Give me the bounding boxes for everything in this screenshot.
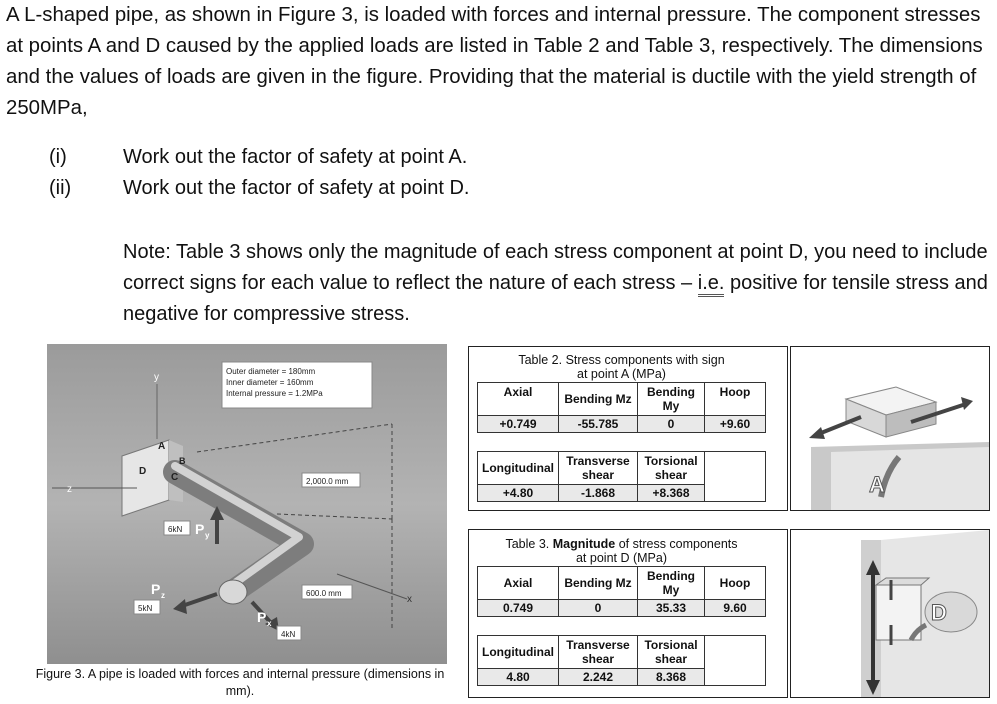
table2-torsional-value: +8.368 <box>638 485 705 502</box>
pipe-end <box>219 580 247 604</box>
part-ii-number: (ii) <box>49 177 72 199</box>
table2-transverse-header: Transverse shear <box>559 452 638 485</box>
table2-bending-my-value: 0 <box>638 416 705 433</box>
table-2 <box>477 352 766 502</box>
force-z-value: 5kN <box>138 604 153 613</box>
label-py: P <box>195 521 205 537</box>
note-ie: i.e. <box>698 272 725 297</box>
part-ii-text: Work out the factor of safety at point D. <box>123 177 470 199</box>
axis-y-label: y <box>154 372 159 383</box>
table3-transverse-value: 2.242 <box>559 669 638 686</box>
table2-axial-value: +0.749 <box>478 416 559 433</box>
table3-torsional-header: Torsional shear <box>638 636 705 669</box>
note-paragraph <box>123 237 988 330</box>
label-pz: P <box>151 581 161 597</box>
axis-z-label: z <box>67 484 72 495</box>
label-px-sub: x <box>267 619 272 628</box>
table3-hoop-value: 9.60 <box>705 600 766 617</box>
point-a-label: A <box>158 441 166 452</box>
table3-axial-header: Axial <box>478 567 559 600</box>
photo-point-a: A <box>869 472 885 497</box>
axis-x-label: x <box>407 594 412 605</box>
table2-hoop-header: Hoop <box>705 383 766 416</box>
table2-torsional-header: Torsional shear <box>638 452 705 485</box>
table2-longitudinal-header: Longitudinal <box>478 452 559 485</box>
note-text-1: Note: Table 3 shows only the magnitude of each stress component at point D, you need to include correct signs for each value to reflect the nature of each stress – <box>123 241 988 294</box>
stress-element-d-image <box>790 529 990 698</box>
table3-axial-value: 0.749 <box>478 600 559 617</box>
force-pz-arrow <box>182 594 217 606</box>
info-outer-diameter: Outer diameter = 180mm <box>226 367 316 376</box>
force-y-value: 6kN <box>168 525 183 534</box>
dim-long-label: 2,000.0 mm <box>306 477 349 486</box>
table2-transverse-value: -1.868 <box>559 485 638 502</box>
table-3 <box>477 536 766 686</box>
note-text-2: positive for tensile stress and negative for compressive stress. <box>123 272 988 325</box>
table2-longitudinal-value: +4.80 <box>478 485 559 502</box>
table3-title: Table 3. Magnitude of stress components at point D (MPa) <box>478 536 766 567</box>
info-internal-pressure: Internal pressure = 1.2MPa <box>226 389 323 398</box>
force-x-value: 4kN <box>281 630 296 639</box>
pipe-illustration <box>47 344 447 664</box>
table3-bending-my-value: 35.33 <box>638 600 705 617</box>
photo-point-d: D <box>931 600 947 625</box>
info-inner-diameter: Inner diameter = 160mm <box>226 378 314 387</box>
point-c-label: C <box>171 472 179 483</box>
table2-axial-header: Axial <box>478 383 559 416</box>
figure-caption: Figure 3. A pipe is loaded with forces and internal pressure (dimensions in mm). <box>35 667 445 698</box>
table2-bending-mz-header: Bending Mz <box>559 383 638 416</box>
stress-element-a-image <box>790 346 990 511</box>
label-py-sub: y <box>205 531 210 540</box>
table3-longitudinal-header: Longitudinal <box>478 636 559 669</box>
dim-line-1 <box>197 424 392 452</box>
table3-bending-mz-header: Bending Mz <box>559 567 638 600</box>
problem-intro: A L-shaped pipe, as shown in Figure 3, is loaded with forces and internal pressure. The component stresses at points A and D caused by the applied loads are listed in Table 2 and Table 3, respectively. The dimensions and the values of loads are given in the figure. Providing that the material is ductile with the yield strength of 250MPa, <box>6 4 983 119</box>
table3-torsional-value: 8.368 <box>638 669 705 686</box>
dim-line-3 <box>277 514 392 519</box>
part-i-text: Work out the factor of safety at point A. <box>123 146 468 168</box>
table2-title: Table 2. Stress components with sign at point A (MPa) <box>478 352 766 383</box>
table2-bending-my-header: Bending My <box>638 383 705 416</box>
label-pz-sub: z <box>161 591 165 600</box>
table3-bending-my-header: Bending My <box>638 567 705 600</box>
table2-hoop-value: +9.60 <box>705 416 766 433</box>
table3-bending-mz-value: 0 <box>559 600 638 617</box>
table3-transverse-header: Transverse shear <box>559 636 638 669</box>
table3-longitudinal-value: 4.80 <box>478 669 559 686</box>
part-i-number: (i) <box>49 146 67 168</box>
pipe-figure <box>47 344 447 664</box>
table2-bending-mz-value: -55.785 <box>559 416 638 433</box>
table3-hoop-header: Hoop <box>705 567 766 600</box>
dim-short-label: 600.0 mm <box>306 589 342 598</box>
label-px: P <box>257 609 267 625</box>
point-b-label: B <box>179 456 186 466</box>
point-d-label: D <box>139 466 147 477</box>
